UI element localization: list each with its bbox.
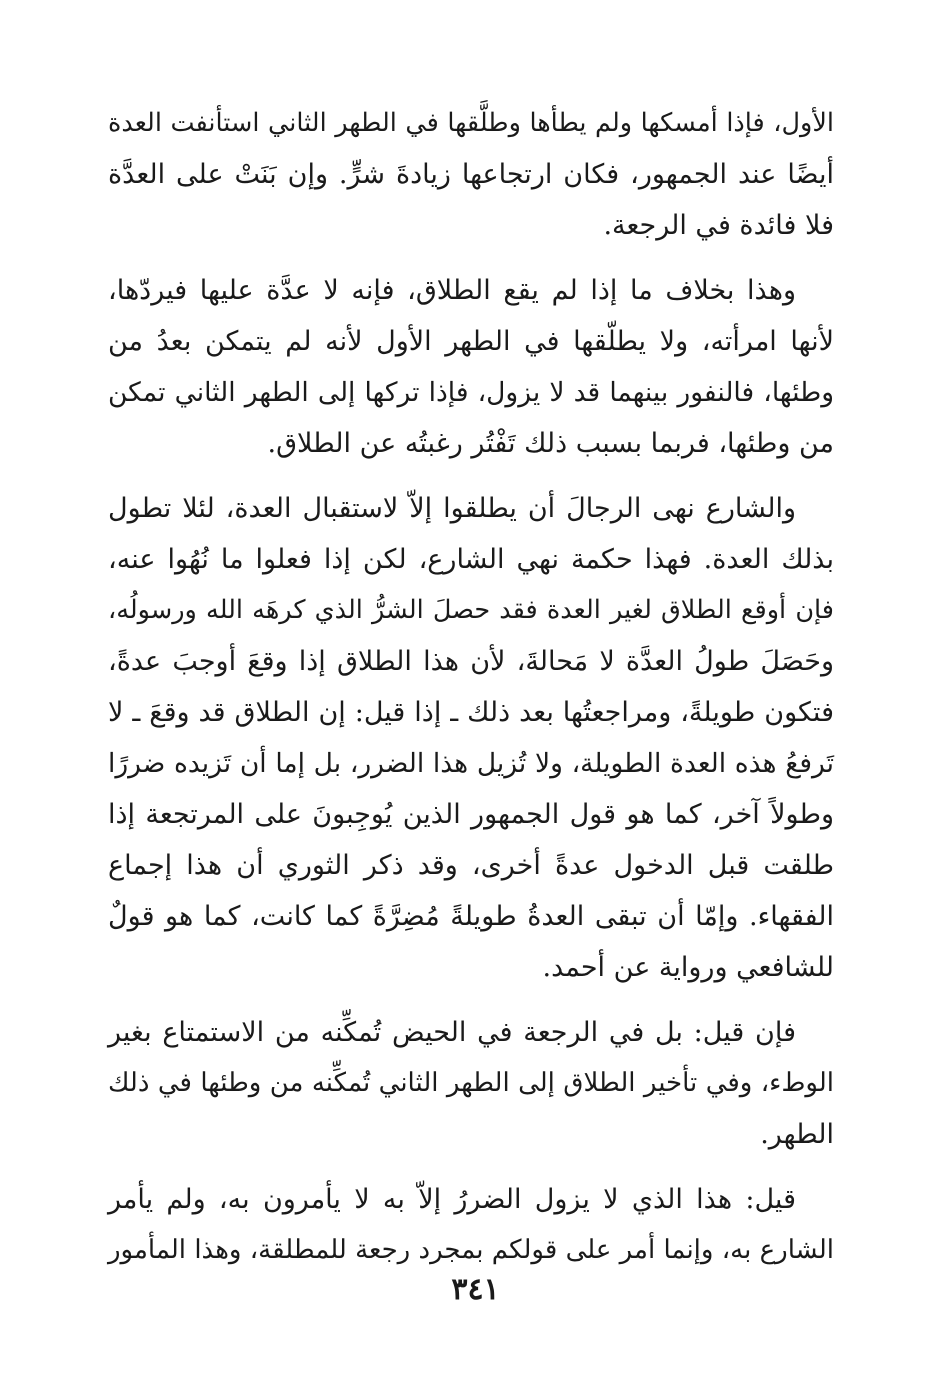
page-number: ٣٤١ bbox=[451, 1272, 500, 1307]
text-line: قيل: هذا الذي لا يزول الضررُ إلاّ به لا يأمرون به، ولم يأمر bbox=[108, 1184, 796, 1215]
text-line: طلقت قبل الدخول عدةً أخرى، وقد ذكر الثوري أن هذا إجماع bbox=[108, 850, 834, 881]
text-line: من وطئها، فربما بسبب ذلك تَفْتُر رغبتُه عن الطلاق. bbox=[267, 428, 834, 459]
document-page bbox=[108, 98, 834, 1290]
text-line: الأول، فإذا أمسكها ولم يطأها وطلَّقها في الطهر الثاني استأنفت العدة bbox=[108, 108, 834, 138]
text-line: وطئها، فالنفور بينهما قد لا يزول، فإذا تركها إلى الطهر الثاني تمكن bbox=[108, 377, 834, 408]
text-line: وطولاً آخر، كما هو قول الجمهور الذين يُوجِبونَ على المرتجعة إذا bbox=[108, 799, 834, 830]
text-line: بذلك العدة. فهذا حكمة نهي الشارع، لكن إذا فعلوا ما نُهُوا عنه، bbox=[108, 544, 834, 575]
text-line: فتكون طويلةً، ومراجعتُها بعد ذلك ـ إذا قيل: إن الطلاق قد وقعَ ـ لا bbox=[108, 697, 834, 728]
text-line: الوطء، وفي تأخير الطلاق إلى الطهر الثاني تُمكِّنه من وطئها في ذلك bbox=[108, 1068, 834, 1098]
paragraph-4 bbox=[108, 1007, 834, 1160]
paragraph-2 bbox=[108, 265, 834, 469]
text-line: والشارع نهى الرجالَ أن يطلقوا إلاّ لاستقبال العدة، لئلا تطول bbox=[108, 493, 796, 524]
text-line: فإن قيل: بل في الرجعة في الحيض تُمكِّنه من الاستمتاع بغير bbox=[108, 1017, 796, 1048]
text-line: أيضًا عند الجمهور، فكان ارتجاعها زيادةَ شرٍّ. وإن بَنَتْ على العدَّة bbox=[108, 159, 834, 190]
text-line: تَرفعُ هذه العدة الطويلة، ولا تُزيل هذا الضرر، بل إما أن تَزيده ضررًا bbox=[108, 748, 834, 779]
paragraph-5 bbox=[108, 1174, 834, 1276]
text-line: الفقهاء. وإمّا أن تبقى العدةُ طويلةً مُضِرَّةً كما كانت، كما هو قولٌ bbox=[108, 901, 834, 932]
text-line: وحَصَلَ طولُ العدَّة لا مَحالةَ، لأن هذا الطلاق إذا وقعَ أوجبَ عدةً، bbox=[108, 646, 835, 677]
text-line: فلا فائدة في الرجعة. bbox=[603, 210, 834, 241]
text-line: الشارع به، وإنما أمر على قولكم بمجرد رجعة للمطلقة، وهذا المأمور bbox=[108, 1235, 834, 1265]
paragraph-3 bbox=[108, 483, 834, 993]
text-line: الطهر. bbox=[760, 1119, 834, 1150]
text-line: لأنها امرأته، ولا يطلّقها في الطهر الأول لأنه لم يتمكن بعدُ من bbox=[108, 326, 834, 357]
paragraph-1 bbox=[108, 98, 834, 251]
text-line: وهذا بخلاف ما إذا لم يقع الطلاق، فإنه لا عدَّة عليها فيردّها، bbox=[108, 275, 796, 306]
text-line: للشافعي ورواية عن أحمد. bbox=[542, 952, 834, 983]
text-line: فإن أوقع الطلاق لغير العدة فقد حصلَ الشرُّ الذي كرهَه الله ورسولُه، bbox=[108, 595, 834, 625]
